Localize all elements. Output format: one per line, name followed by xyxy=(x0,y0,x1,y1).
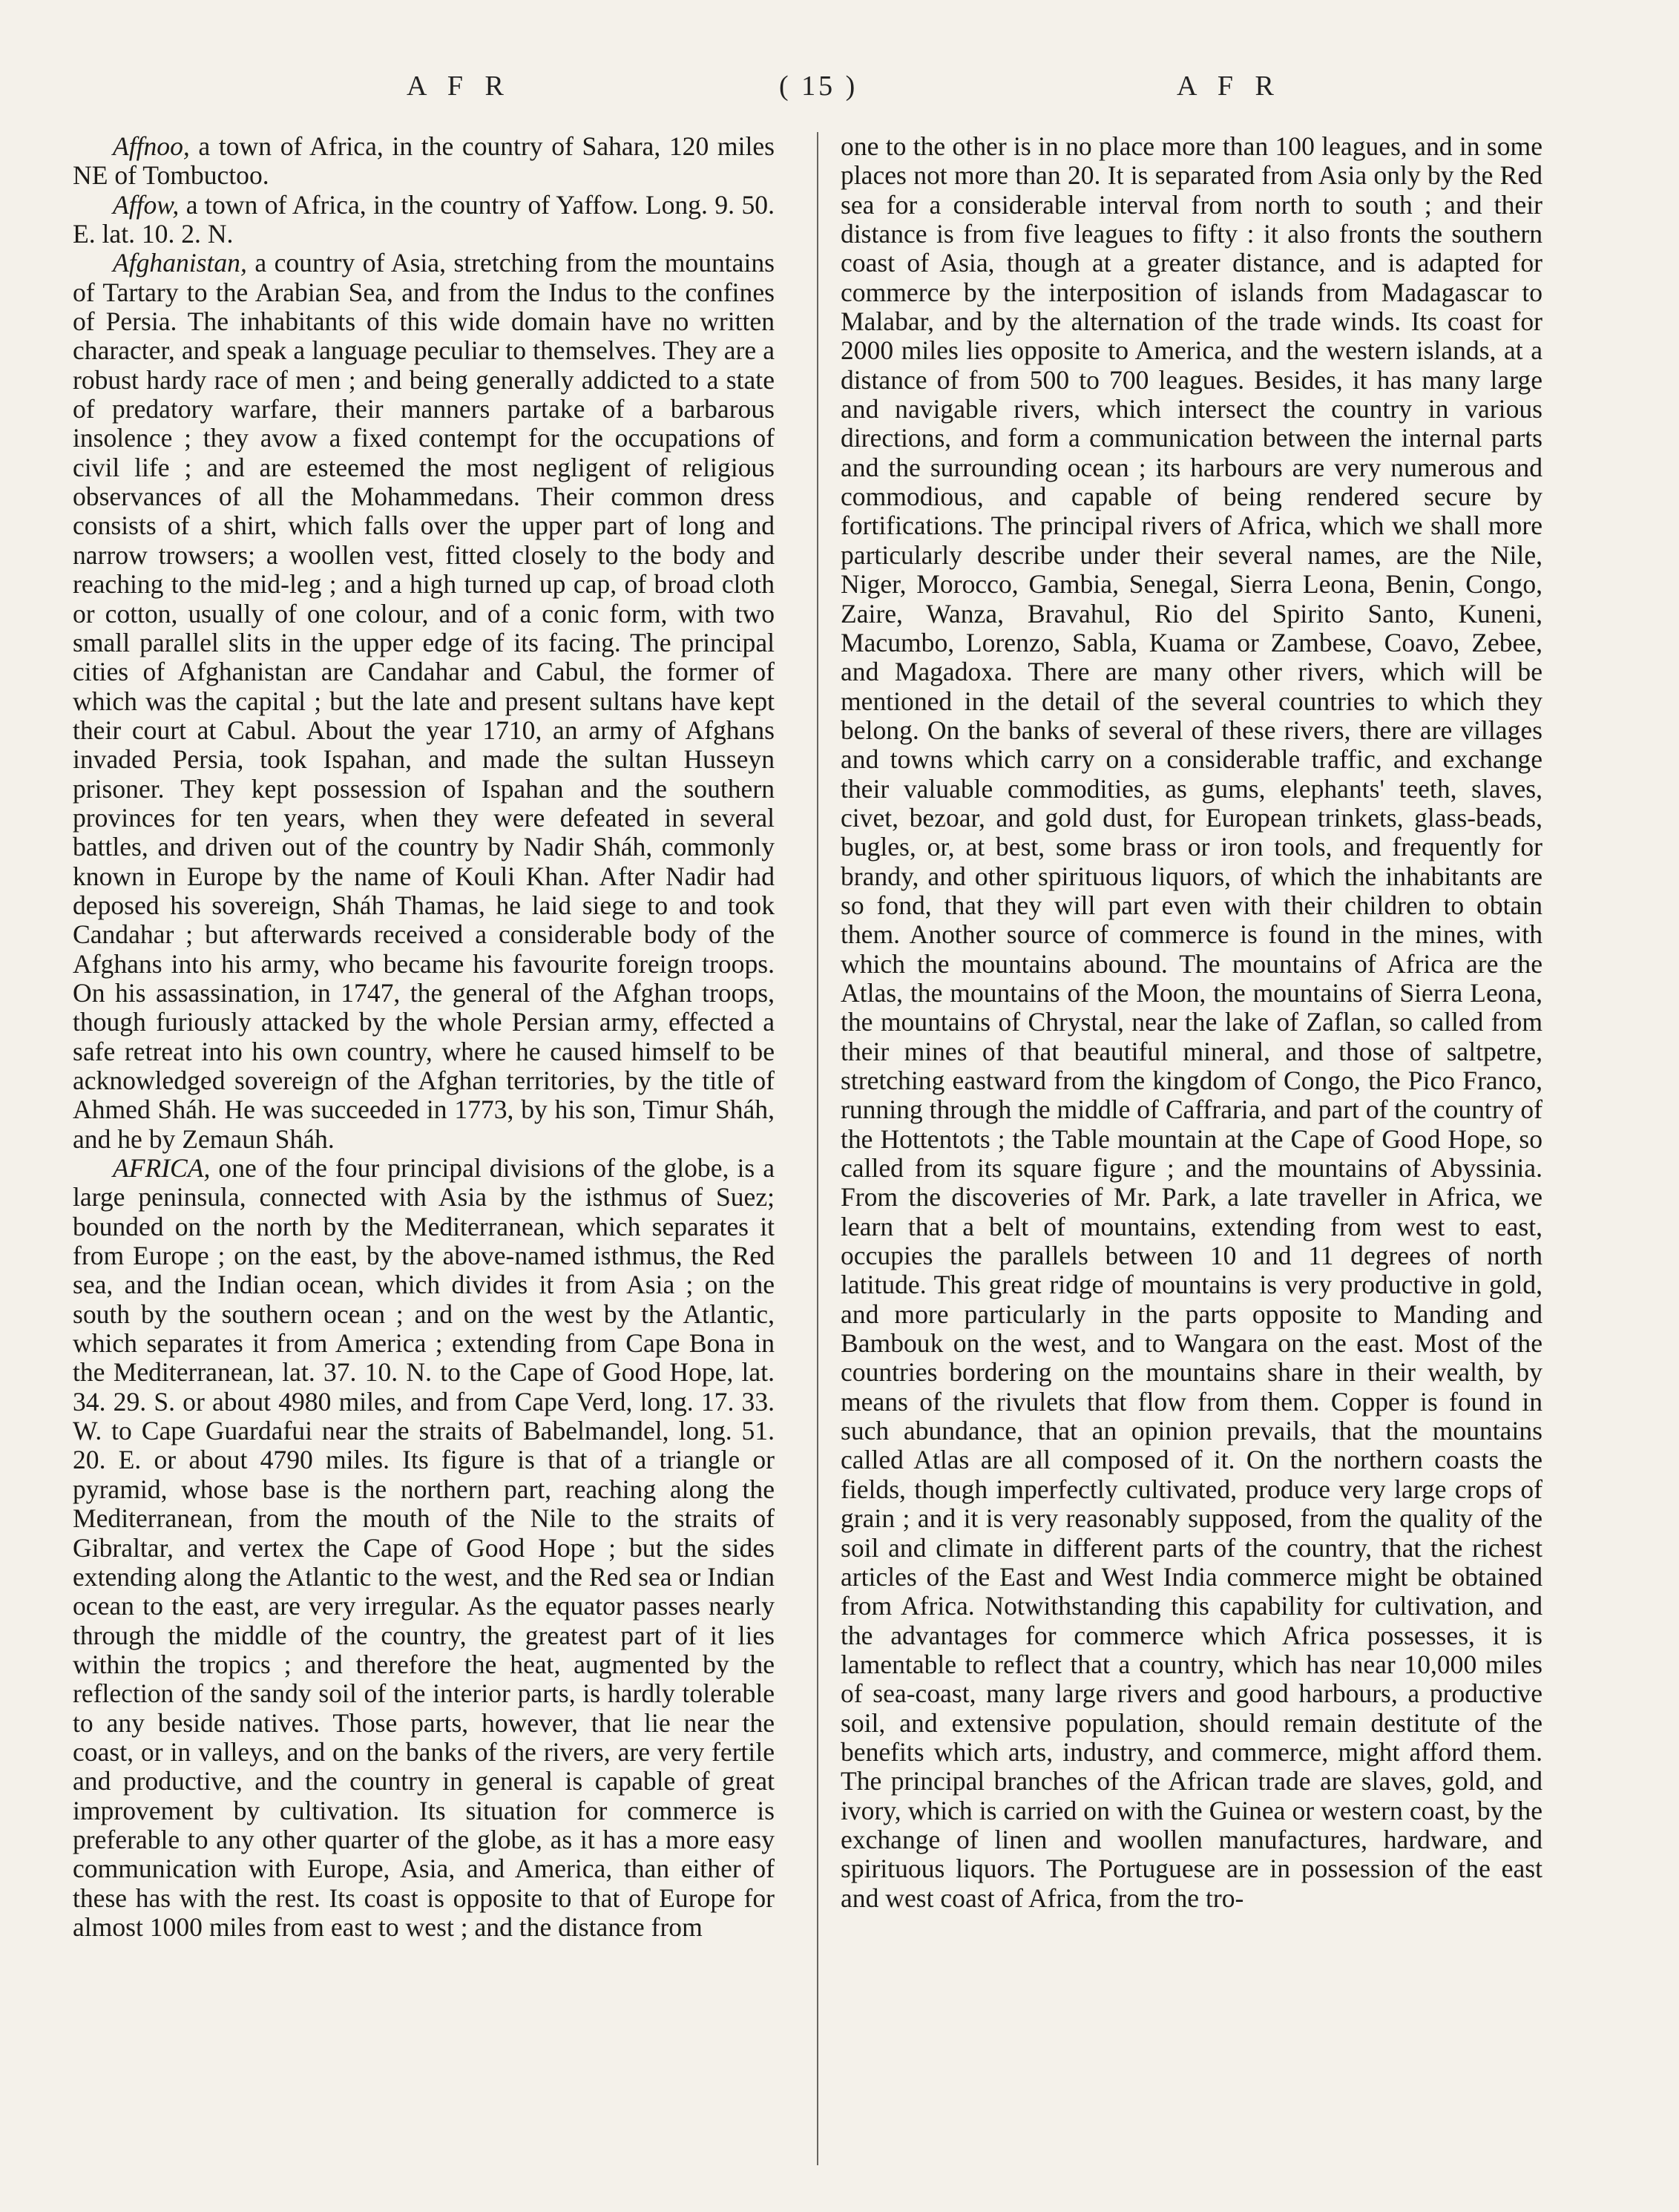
header-left-guide-word: A F R xyxy=(407,70,511,102)
entry-headword: AFRICA, xyxy=(113,1153,211,1184)
entry-africa xyxy=(73,1154,775,1942)
running-header xyxy=(0,70,1679,122)
right-text-column xyxy=(841,132,1542,1913)
entry-text: a town of Africa, in the country of Yaffow. Long. 9. 50. E. lat. 10. 2. N. xyxy=(73,189,775,249)
page-number: ( 15 ) xyxy=(779,70,858,102)
entry-headword: Affnoo, xyxy=(113,131,190,161)
header-right-guide-word: A F R xyxy=(1177,70,1281,102)
left-text-column xyxy=(73,132,775,1942)
entry-affnoo xyxy=(73,132,775,191)
entry-text: a country of Asia, stretching from the mountains of Tartary to the Arabian Sea, and from the Indus to the confines of Persia. The inhabitants of this wide domain have no written character, and speak a language peculiar to themselves. They are a robust hardy race of men ; and being generally addicted to a state of predatory warfare, their manners partake of a barbarous insolence ; they avow a fixed contempt for the occupations of civil life ; and are esteemed the most negligent of religious observances of all the Mohammedans. Their common dress consists of a shirt, which falls over the upper part of long and narrow trowsers; a woollen vest, fitted closely to the body and reaching to the mid-leg ; and a high turned up cap, of broad cloth or cotton, usually of one colour, and of a conic form, with two small parallel slits in the upper edge of its facing. The principal cities of Afghanistan are Candahar and Cabul, the former of which was the capital ; but the late and present sultans have kept their court at Cabul. About the year 1710, an army of Afghans invaded Persia, took Ispahan, and made the sultan Husseyn prisoner. They kept possession of Ispahan and the southern provinces for ten years, when they were defeated in several battles, and driven out of the country by Nadir Sháh, commonly known in Europe by the name of Kouli Khan. After Nadir had deposed his sovereign, Sháh Thamas, he laid siege to and took Candahar ; but afterwards received a considerable body of the Afghans into his army, who became his favourite foreign troops. On his assassination, in 1747, the general of the Afghan troops, though furiously attacked by the whole Persian army, effected a safe retreat into his own country, where he caused himself to be acknowledged sovereign of the Afghan territories, by the title of Ahmed Sháh. He was succeeded in 1773, by his son, Timur Sháh, and he by Zemaun Sháh. xyxy=(73,248,775,1154)
entry-text: a town of Africa, in the country of Sahara, 120 miles NE of Tombuctoo. xyxy=(73,131,775,191)
entry-headword: Affow, xyxy=(113,189,180,220)
entry-affow xyxy=(73,191,775,249)
entry-headword: Afghanistan, xyxy=(113,248,247,278)
entry-text: one of the four principal divisions of the globe, is a large peninsula, connected with Asia by the isthmus of Suez; bounded on the north by the Mediterranean, which separates it from Europe ; on the east, by the above-named isthmus, the Red sea, and the Indian ocean, which divides it from Asia ; on the south by the southern ocean ; and on the west by the Atlantic, which separates it from America ; extending from Cape Bona in the Mediterranean, lat. 37. 10. N. to the Cape of Good Hope, lat. 34. 29. S. or about 4980 miles, and from Cape Verd, long. 17. 33. W. to Cape Guardafui near the straits of Babelmandel, long. 51. 20. E. or about 4790 miles. Its figure is that of a triangle or pyramid, whose base is the northern part, reaching along the Mediterranean, from the mouth of the Nile to the straits of Gibraltar, and vertex the Cape of Good Hope ; but the sides extending along the Atlantic to the west, and the Red sea or Indian ocean to the east, are very irregular. As the equator passes nearly through the middle of the country, the greatest part of it lies within the tropics ; and therefore the heat, augmented by the reflection of the sandy soil of the interior parts, is hardly tolerable to any beside natives. Those parts, however, that lie near the coast, or in valleys, and on the banks of the rivers, are very fertile and productive, and the country in general is capable of great improvement by cultivation. Its situation for commerce is preferable to any other quarter of the globe, as it has a more easy communication with Europe, Asia, and America, than either of these has with the rest. Its coast is opposite to that of Europe for almost 1000 miles from east to west ; and the distance from xyxy=(73,1153,775,1942)
column-divider xyxy=(817,132,818,2165)
entry-africa-continued: one to the other is in no place more than 100 leagues, and in some places not more than 20. It is separated from Asia only by the Red sea for a considerable interval from north to south ; and their distance is from five leagues to fifty : it also fronts the southern coast of Asia, though at a greater distance, and is adapted for commerce by the interposition of islands from Madagascar to Malabar, and by the alternation of the trade winds. Its coast for 2000 miles lies opposite to America, and the western islands, at a distance of from 500 to 700 leagues. Besides, it has many large and navigable rivers, which intersect the country in various directions, and form a communication between the internal parts and the surrounding ocean ; its harbours are very numerous and commodious, and capable of being rendered secure by fortifications. The principal rivers of Africa, which we shall more particularly describe under their several names, are the Nile, Niger, Morocco, Gambia, Senegal, Sierra Leona, Benin, Congo, Zaire, Wanza, Bravahul, Rio del Spirito Santo, Kuneni, Macumbo, Lorenzo, Sabla, Kuama or Zambese, Coavo, Zebee, and Magadoxa. There are many other rivers, which will be mentioned in the detail of the several countries to which they belong. On the banks of several of these rivers, there are villages and towns which carry on a considerable traffic, and exchange their valuable commodities, as gums, elephants' teeth, slaves, civet, bezoar, and gold dust, for European trinkets, glass-beads, bugles, or, at best, some brass or iron tools, and frequently for brandy, and other spirituous liquors, of which the inhabitants are so fond, that they will part even with their children to obtain them. Another source of commerce is found in the mines, with which the mountains abound. The mountains of Africa are the Atlas, the mountains of the Moon, the mountains of Sierra Leona, the mountains of Chrystal, near the lake of Zaflan, so called from their mines of that beautiful mineral, and those of saltpetre, stretching eastward from the kingdom of Congo, the Pico Franco, running through the middle of Caffraria, and part of the country of the Hottentots ; the Table mountain at the Cape of Good Hope, so called from its square figure ; and the mountains of Abyssinia. From the discoveries of Mr. Park, a late traveller in Africa, we learn that a belt of mountains, extending from west to east, occupies the parallels between 10 and 11 degrees of north latitude. This great ridge of mountains is very productive in gold, and more particularly in the parts opposite to Manding and Bambouk on the west, and to Wangara on the east. Most of the countries bordering on the mountains share in their wealth, by means of the rivulets that flow from them. Copper is found in such abundance, that an opinion prevails, that the mountains called Atlas are all composed of it. On the northern coasts the fields, though imperfectly cultivated, produce very large crops of grain ; and it is very reasonably supposed, from the quality of the soil and climate in different parts of the country, that the richest articles of the East and West India commerce might be obtained from Africa. Notwithstanding this capability for cultivation, and the advantages for commerce which Africa possesses, it is lamentable to reflect that a country, which has near 10,000 miles of sea-coast, many large rivers and good harbours, a productive soil, and extensive population, should remain destitute of the benefits which arts, industry, and commerce, might afford them. The principal branches of the African trade are slaves, gold, and ivory, which is carried on with the Guinea or western coast, by the exchange of linen and woollen manufactures, hardware, and spirituous liquors. The Portuguese are in possession of the east and west coast of Africa, from the tro- xyxy=(841,131,1542,1913)
entry-afghanistan xyxy=(73,249,775,1154)
